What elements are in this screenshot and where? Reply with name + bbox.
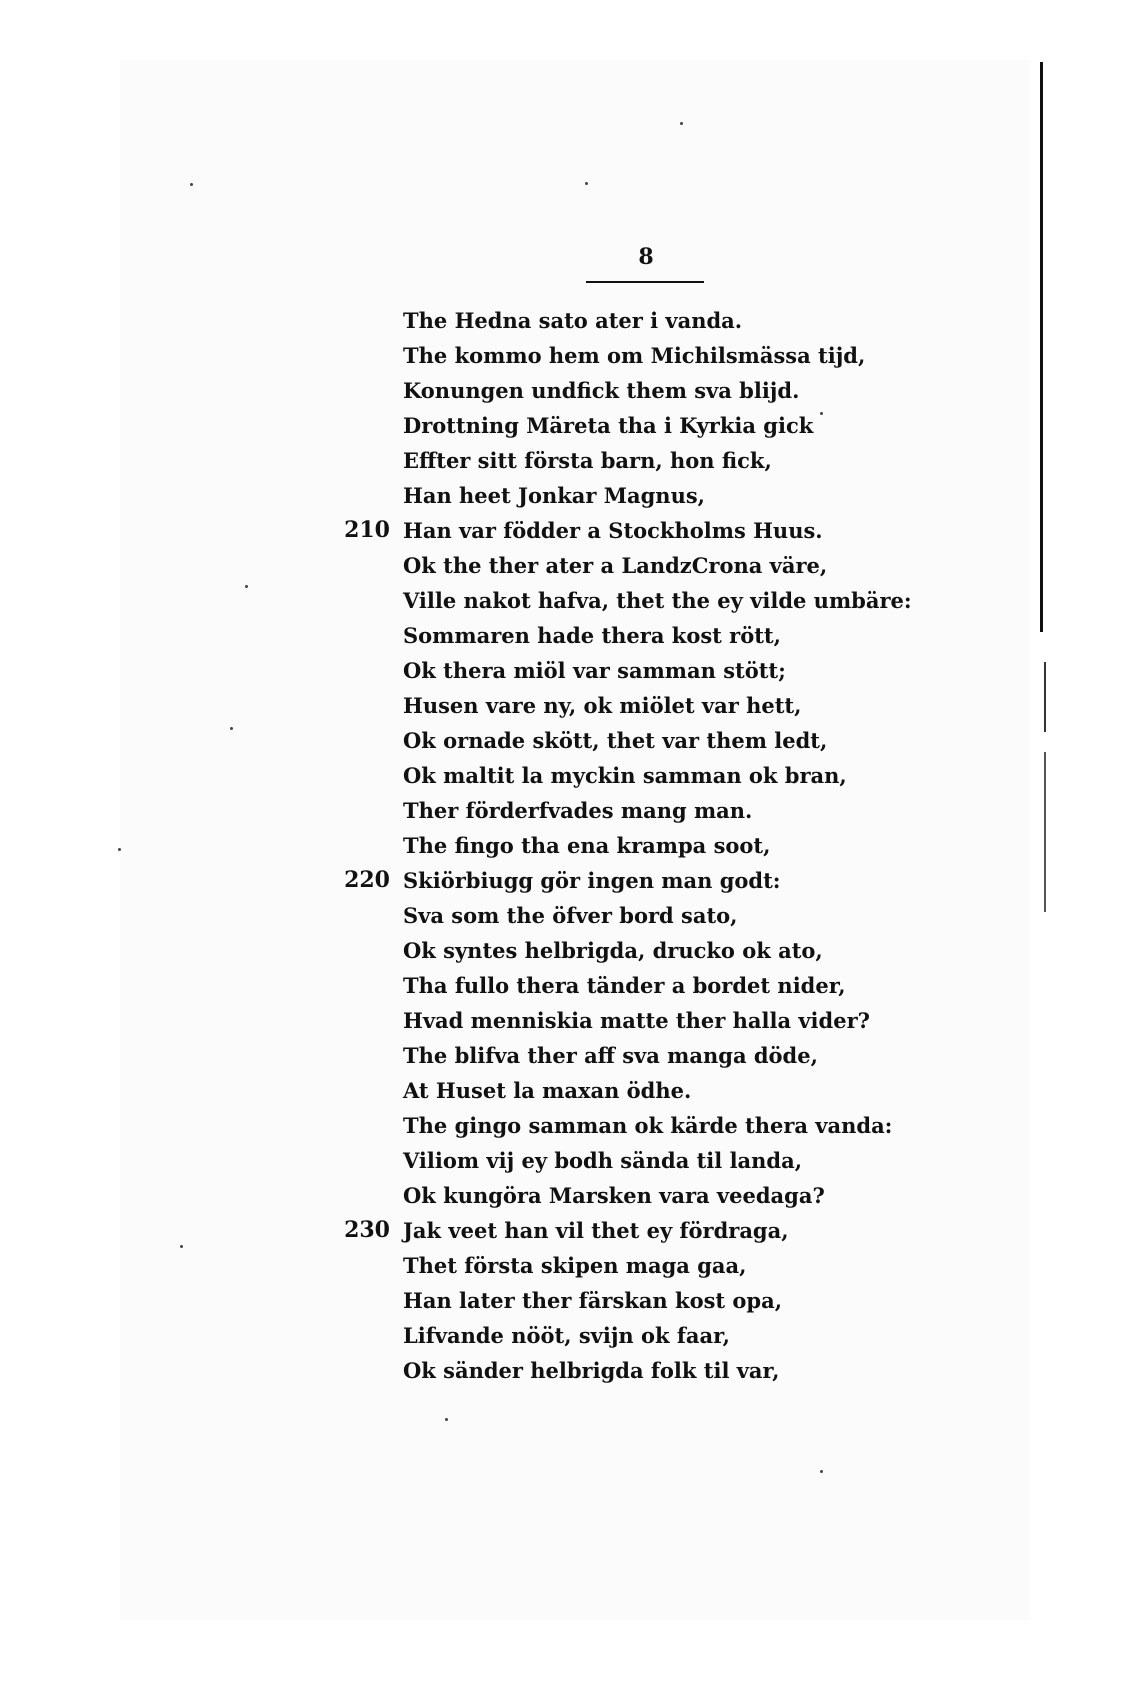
verse-text: The fingo tha ena krampa soot, bbox=[403, 833, 771, 858]
verse-line bbox=[300, 793, 920, 828]
verse-line bbox=[300, 1248, 920, 1283]
verse-text: Konungen undfick them sva blijd. bbox=[403, 378, 800, 403]
line-number: 220 bbox=[344, 867, 390, 893]
verse-text: Effter sitt första barn, hon fick, bbox=[403, 448, 772, 473]
verse-text: Skiörbiugg gör ingen man godt: bbox=[403, 868, 781, 893]
verse-line bbox=[300, 968, 920, 1003]
verse-line bbox=[300, 443, 920, 478]
verse-line bbox=[300, 653, 920, 688]
verse-line bbox=[300, 1143, 920, 1178]
verse-line bbox=[300, 863, 920, 898]
verse-line bbox=[300, 688, 920, 723]
verse-text: Ther förderfvades mang man. bbox=[403, 798, 753, 823]
verse-text: Ville nakot hafva, thet the ey vilde umbäre: bbox=[403, 588, 912, 613]
verse-line bbox=[300, 583, 920, 618]
verse-line bbox=[300, 618, 920, 653]
page-edge-line bbox=[1040, 62, 1043, 632]
verse-text: The kommo hem om Michilsmässa tijd, bbox=[403, 343, 866, 368]
verse-text: Ok the ther ater a LandzCrona väre, bbox=[403, 553, 828, 578]
verse-text: Sva som the öfver bord sato, bbox=[403, 903, 738, 928]
page-edge-line bbox=[1044, 662, 1046, 732]
verse-text: Husen vare ny, ok miölet var hett, bbox=[403, 693, 802, 718]
verse-text: Han later ther färskan kost opa, bbox=[403, 1288, 783, 1313]
scan-speck bbox=[680, 122, 683, 125]
verse-block bbox=[300, 303, 920, 1388]
scan-speck bbox=[180, 1245, 183, 1248]
verse-text: At Huset la maxan ödhe. bbox=[403, 1078, 692, 1103]
scan-speck bbox=[118, 848, 121, 851]
verse-text: Ok maltit la myckin samman ok bran, bbox=[403, 763, 847, 788]
scan-speck bbox=[585, 182, 588, 185]
scan-speck bbox=[230, 727, 233, 730]
scan-speck bbox=[245, 585, 248, 588]
verse-text: Hvad menniskia matte ther halla vider? bbox=[403, 1008, 870, 1033]
verse-text: Han var födder a Stockholms Huus. bbox=[403, 518, 823, 543]
page-number: 8 bbox=[638, 244, 654, 270]
verse-text: Ok sänder helbrigda folk til var, bbox=[403, 1358, 780, 1383]
scan-speck bbox=[820, 1470, 823, 1473]
verse-line bbox=[300, 338, 920, 373]
verse-line bbox=[300, 1073, 920, 1108]
verse-line bbox=[300, 723, 920, 758]
verse-line bbox=[300, 513, 920, 548]
verse-text: Viliom vij ey bodh sända til landa, bbox=[403, 1148, 803, 1173]
verse-line bbox=[300, 1178, 920, 1213]
verse-line bbox=[300, 1283, 920, 1318]
verse-text: Lifvande nööt, svijn ok faar, bbox=[403, 1323, 730, 1348]
verse-line bbox=[300, 478, 920, 513]
verse-line bbox=[300, 373, 920, 408]
verse-text: The gingo samman ok kärde thera vanda: bbox=[403, 1113, 893, 1138]
verse-text: Thet första skipen maga gaa, bbox=[403, 1253, 747, 1278]
verse-line bbox=[300, 1353, 920, 1388]
verse-text: Tha fullo thera tänder a bordet nider, bbox=[403, 973, 846, 998]
header-rule bbox=[586, 281, 704, 283]
verse-line bbox=[300, 408, 920, 443]
verse-text: The blifva ther aff sva manga döde, bbox=[403, 1043, 818, 1068]
line-number: 230 bbox=[344, 1217, 390, 1243]
verse-line bbox=[300, 933, 920, 968]
verse-line bbox=[300, 898, 920, 933]
verse-line bbox=[300, 303, 920, 338]
verse-line bbox=[300, 1318, 920, 1353]
verse-text: Ok thera miöl var samman stött; bbox=[403, 658, 786, 683]
verse-text: Ok ornade skött, thet var them ledt, bbox=[403, 728, 828, 753]
verse-line bbox=[300, 1213, 920, 1248]
page-edge-line bbox=[1044, 752, 1046, 912]
verse-text: Ok syntes helbrigda, drucko ok ato, bbox=[403, 938, 823, 963]
scan-speck bbox=[190, 183, 193, 186]
verse-line bbox=[300, 1038, 920, 1073]
line-number: 210 bbox=[344, 517, 390, 543]
verse-line bbox=[300, 758, 920, 793]
verse-text: Jak veet han vil thet ey fördraga, bbox=[403, 1218, 789, 1243]
verse-line bbox=[300, 1108, 920, 1143]
verse-text: The Hedna sato ater i vanda. bbox=[403, 308, 743, 333]
scan-speck bbox=[445, 1418, 448, 1421]
verse-text: Ok kungöra Marsken vara veedaga? bbox=[403, 1183, 825, 1208]
verse-line bbox=[300, 548, 920, 583]
verse-line bbox=[300, 828, 920, 863]
verse-text: Han heet Jonkar Magnus, bbox=[403, 483, 705, 508]
verse-text: Sommaren hade thera kost rött, bbox=[403, 623, 781, 648]
verse-text: Drottning Märeta tha i Kyrkia gick bbox=[403, 413, 814, 438]
verse-line bbox=[300, 1003, 920, 1038]
